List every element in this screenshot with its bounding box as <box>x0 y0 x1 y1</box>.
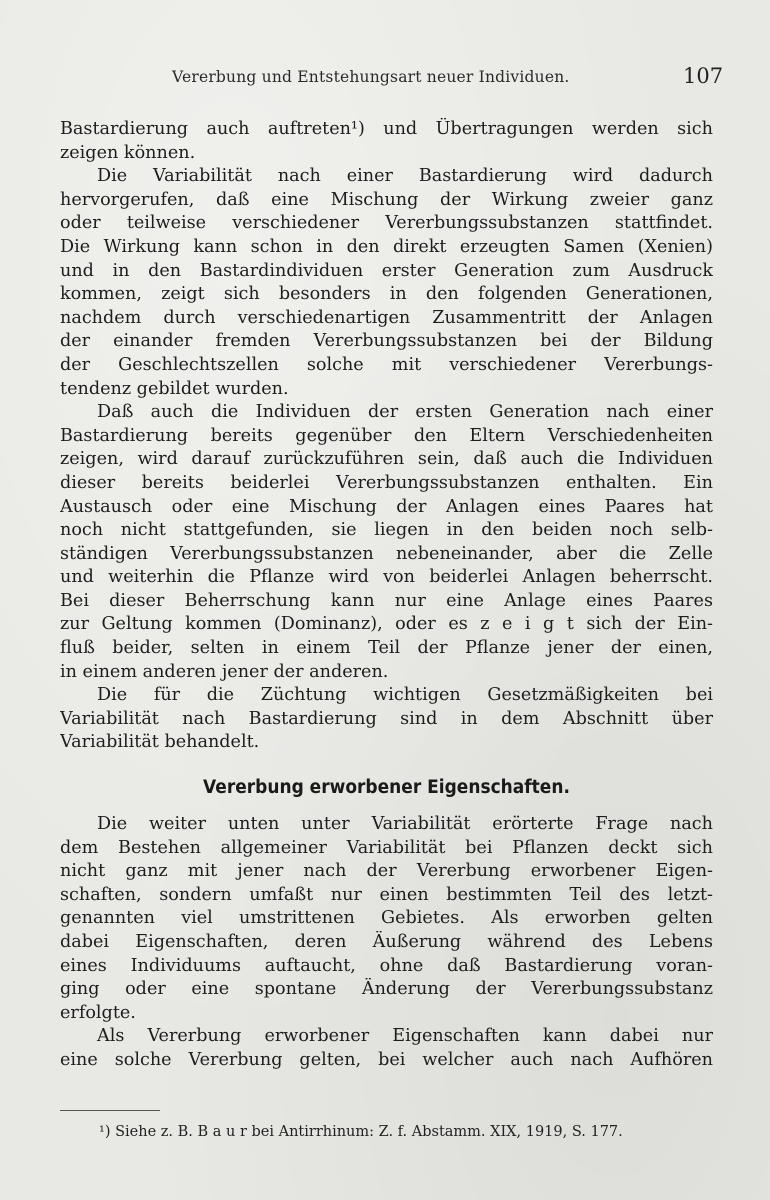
text-line: Bastardierung bereits gegenüber den Eltern Verschiedenheiten <box>60 425 713 446</box>
text-line: Bastardierung auch auftreten¹) und Übertragungen werden sich <box>60 119 713 139</box>
paragraph <box>60 401 713 684</box>
text-line: dieser bereits beiderlei Vererbungssubstanzen enthalten. Ein <box>60 472 713 493</box>
paragraph <box>60 118 713 165</box>
text-line: eines Individuums auftaucht, ohne daß Bastardierung voran- <box>60 955 713 976</box>
text-line: Daß auch die Individuen der ersten Generation nach einer <box>97 402 713 423</box>
body-text-bottom <box>60 813 713 1073</box>
text-line: genannten viel umstrittenen Gebietes. Als erworben gelten <box>60 908 713 929</box>
text-line: nachdem durch verschiedenartigen Zusammentritt der Anlagen <box>60 307 713 328</box>
text-line: der einander fremden Vererbungssubstanzen bei der Bildung <box>60 331 713 352</box>
section-heading: Vererbung erworbener Eigenschaften. <box>203 777 570 799</box>
text-line: hervorgerufen, daß eine Mischung der Wirkung zweier ganz <box>60 189 713 210</box>
text-line: tendenz gebildet wurden. <box>60 378 289 399</box>
text-line: oder teilweise verschiedener Vererbungssubstanzen stattfindet. <box>60 213 713 234</box>
text-line: schaften, sondern umfaßt nur einen bestimmten Teil des letzt- <box>60 884 713 905</box>
text-line: ständigen Vererbungssubstanzen nebeneinander, aber die Zelle <box>60 543 713 564</box>
footnote-divider <box>60 1110 160 1111</box>
text-line: Variabilität behandelt. <box>60 732 260 753</box>
text-line: zur Geltung kommen (Dominanz), oder es z e i g t sich der Ein- <box>60 614 713 635</box>
text-line: Variabilität nach Bastardierung sind in dem Abschnitt über <box>60 708 713 729</box>
text-line: Austausch oder eine Mischung der Anlagen eines Paares hat <box>60 496 713 517</box>
page-body <box>60 118 713 1073</box>
footnote: ¹) Siehe z. B. B a u r bei Antirrhinum: Z. f. Abstamm. XIX, 1919, S. 177. <box>99 1124 623 1140</box>
paragraph <box>60 813 713 1025</box>
text-line: Als Vererbung erworbener Eigenschaften kann dabei nur <box>97 1026 713 1047</box>
paragraph <box>60 165 713 401</box>
text-line: in einem anderen jener der anderen. <box>60 661 389 682</box>
text-line: kommen, zeigt sich besonders in den folgenden Generationen, <box>60 284 713 305</box>
text-line: und weiterhin die Pflanze wird von beiderlei Anlagen beherrscht. <box>60 567 713 588</box>
running-title: Vererbung und Entstehungsart neuer Individuen. <box>172 68 570 86</box>
page-number: 107 <box>683 64 724 88</box>
text-line: eine solche Vererbung gelten, bei welcher auch nach Aufhören <box>60 1049 713 1070</box>
text-line: der Geschlechtszellen solche mit verschiedener Vererbungs- <box>60 354 713 375</box>
body-text-top <box>60 118 713 755</box>
text-line: Die Wirkung kann schon in den direkt erzeugten Samen (Xenien) <box>60 236 713 257</box>
text-line: dem Bestehen allgemeiner Variabilität bei Pflanzen deckt sich <box>60 837 713 858</box>
text-line: ging oder eine spontane Änderung der Vererbungssubstanz <box>60 979 713 1000</box>
text-line: Die Variabilität nach einer Bastardierung wird dadurch <box>97 166 713 187</box>
text-line: zeigen, wird darauf zurückzuführen sein, daß auch die Individuen <box>60 449 713 470</box>
paragraph <box>60 684 713 755</box>
text-line: dabei Eigenschaften, deren Äußerung während des Lebens <box>60 932 713 952</box>
text-line: Bei dieser Beherrschung kann nur eine Anlage eines Paares <box>60 590 713 611</box>
text-line: noch nicht stattgefunden, sie liegen in den beiden noch selb- <box>60 520 713 541</box>
running-head <box>0 64 770 94</box>
text-line: fluß beider, selten in einem Teil der Pflanze jener der einen, <box>60 638 713 659</box>
text-line: und in den Bastardindividuen erster Generation zum Ausdruck <box>60 260 713 281</box>
text-line: nicht ganz mit jener nach der Vererbung erworbener Eigen- <box>60 861 713 882</box>
text-line: erfolgte. <box>60 1002 136 1023</box>
text-line: Die für die Züchtung wichtigen Gesetzmäßigkeiten bei <box>97 685 713 706</box>
text-line: zeigen können. <box>60 142 196 163</box>
paragraph <box>60 1025 713 1072</box>
text-line: Die weiter unten unter Variabilität erörterte Frage nach <box>97 814 713 835</box>
